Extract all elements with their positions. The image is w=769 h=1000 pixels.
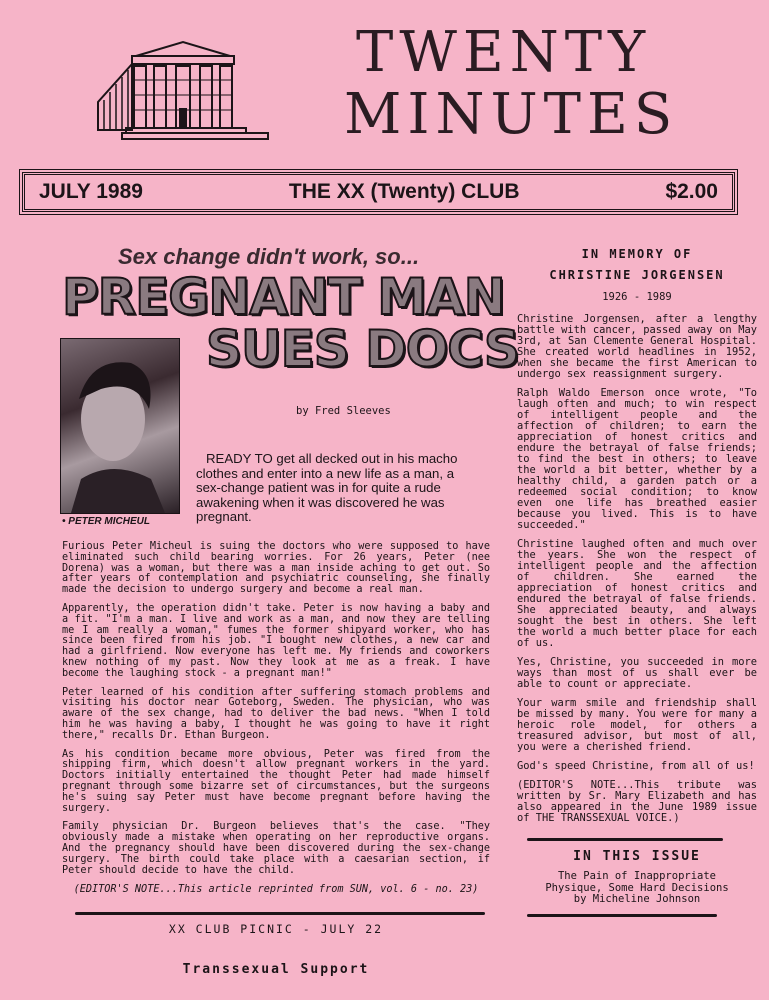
issue-date: JULY 1989 [39, 180, 143, 203]
in-this-issue-heading: IN THIS ISSUE [573, 849, 701, 864]
photo-caption: • PETER MICHEUL [62, 516, 150, 527]
memorial-years: 1926 - 1989 [602, 291, 672, 303]
memorial-paragraph: Ralph Waldo Emerson once wrote, "To laugh often and much; to win respect of intelligent people and the affection of children; to earn the appreciation of honest critics and endure the betrayal of false friends; to find the best in others; to leave the world a bit better, whether by a healthy child, a garden patch or a redeemed social condition; to know even one life has breathed easier because you lived. This is to have succeeded." [517, 387, 757, 531]
article-editor-note: (EDITOR'S NOTE...This article reprinted from SUN, vol. 6 - no. 23) [73, 884, 479, 896]
issue-item-line: Physique, Some Hard Decisions [545, 881, 729, 894]
memorial-paragraph: Christine laughed often and much over the years. She won the respect of intelligent people and the affection of children. She earned the appreciation of honest critics and endured the betrayal of false friends. She appreciated beauty, and always sought the best in others. She left the world a much better place for each of us. [517, 538, 757, 649]
in-this-issue-list [517, 871, 757, 906]
divider [527, 914, 717, 917]
issue-item-line: by Micheline Johnson [573, 893, 701, 905]
article-column [62, 542, 490, 978]
article-paragraph: Peter learned of his condition after suffering stomach problems and visiting his doctor near Goteborg, Sweden. The physician, who was aware of the sex change, had to deliver the bad news. "When I told him he was having a baby, I thought he was going to have it right there," recalls Dr. Ethan Burgeon. [62, 686, 490, 741]
article-paragraph: Furious Peter Micheul is suing the doctors who were supposed to have eliminated such child bearing worries. For 26 years, Peter (nee Dorena) was a woman, but there was a man inside aching to get out. So after years of contemplation and psychiatric counseling, she finally made the decision to undergo surgery and become a real man. [62, 541, 490, 596]
memorial-heading-1: IN MEMORY OF [581, 247, 693, 261]
memorial-paragraph: (EDITOR'S NOTE...This tribute was written by Sr. Mary Elizabeth and has also appeared in the June 1989 issue of THE TRANSSEXUAL VOICE.) [517, 779, 757, 824]
article-paragraph: As his condition became more obvious, Peter was fired from the shipping firm, which doesn't allow pregnant workers in the yard. Doctors initially entertained the thought Peter had made himself pregnant through some bizarre set of circumstances, but the surgeons he's suing say Peter must have become pregnant before having the surgery. [62, 748, 490, 814]
article-paragraph: Apparently, the operation didn't take. Peter is now having a baby and a fit. "I'm a man. I live and work as a man, and now they are telling me I am really a woman," fumes the former shipyard worker, who has since been fired from his job. "I bought new clothes, a new car and had a girlfriend. Now everyone has left me. My friends and coworkers knew nothing of my past. Now they look at me as a freak. I have become the laughing stock - a pregnant man!" [62, 602, 490, 679]
memorial-heading-2: CHRISTINE JORGENSEN [549, 268, 725, 282]
price: $2.00 [665, 180, 718, 203]
article-body [62, 542, 490, 876]
memorial-column [517, 247, 757, 917]
byline: by Fred Sleeves [296, 405, 391, 417]
memorial-paragraph: Christine Jorgensen, after a lengthy battle with cancer, passed away on May 3rd, at San Clemente General Hospital. She created world headlines in 1952, when she became the first American to undergo sex reassignment surgery. [517, 313, 757, 380]
photo-peter-micheul [60, 338, 180, 514]
headline-line-1: PREGNANT MAN [62, 268, 505, 326]
headline-line-2: SUES DOCS [206, 320, 519, 378]
memorial-body [517, 314, 757, 824]
support-teaser: Transsexual Support [182, 962, 370, 978]
masthead-bar [22, 172, 735, 212]
title-line-1: TWENTY [356, 20, 652, 85]
title-line-2: MINUTES [344, 82, 679, 147]
picnic-announcement: XX CLUB PICNIC - JULY 22 [168, 922, 384, 937]
divider [75, 912, 485, 915]
memorial-paragraph: Yes, Christine, you succeeded in more ways than most of us shall ever be able to count or appreciate. [517, 656, 757, 690]
issue-item-line: The Pain of Inappropriate [557, 870, 717, 882]
article-kicker: Sex change didn't work, so... [118, 244, 420, 269]
divider [527, 838, 723, 841]
article-lead: READY TO get all decked out in his macho clothes and enter into a new life as a man, a sex-change patient was in for quite a rude awakening when it was discovered he was pregnant. [196, 451, 458, 524]
club-name: THE XX (Twenty) CLUB [288, 180, 520, 203]
article-paragraph: Family physician Dr. Burgeon believes that's the case. "They obviously made a mistake when operating on her reproductive organs. And the pregnancy should have been discovered during the sex-change surgery. The birth could take place with a caesarian section, if Peter should decide to have the child. [62, 821, 490, 876]
memorial-paragraph: Your warm smile and friendship shall be missed by many. You were for many a heroic role model, for others a treasured advisor, but most of all, you were a cherished friend. [517, 697, 757, 753]
temple-logo [96, 40, 270, 142]
memorial-paragraph: God's speed Christine, from all of us! [517, 760, 755, 772]
